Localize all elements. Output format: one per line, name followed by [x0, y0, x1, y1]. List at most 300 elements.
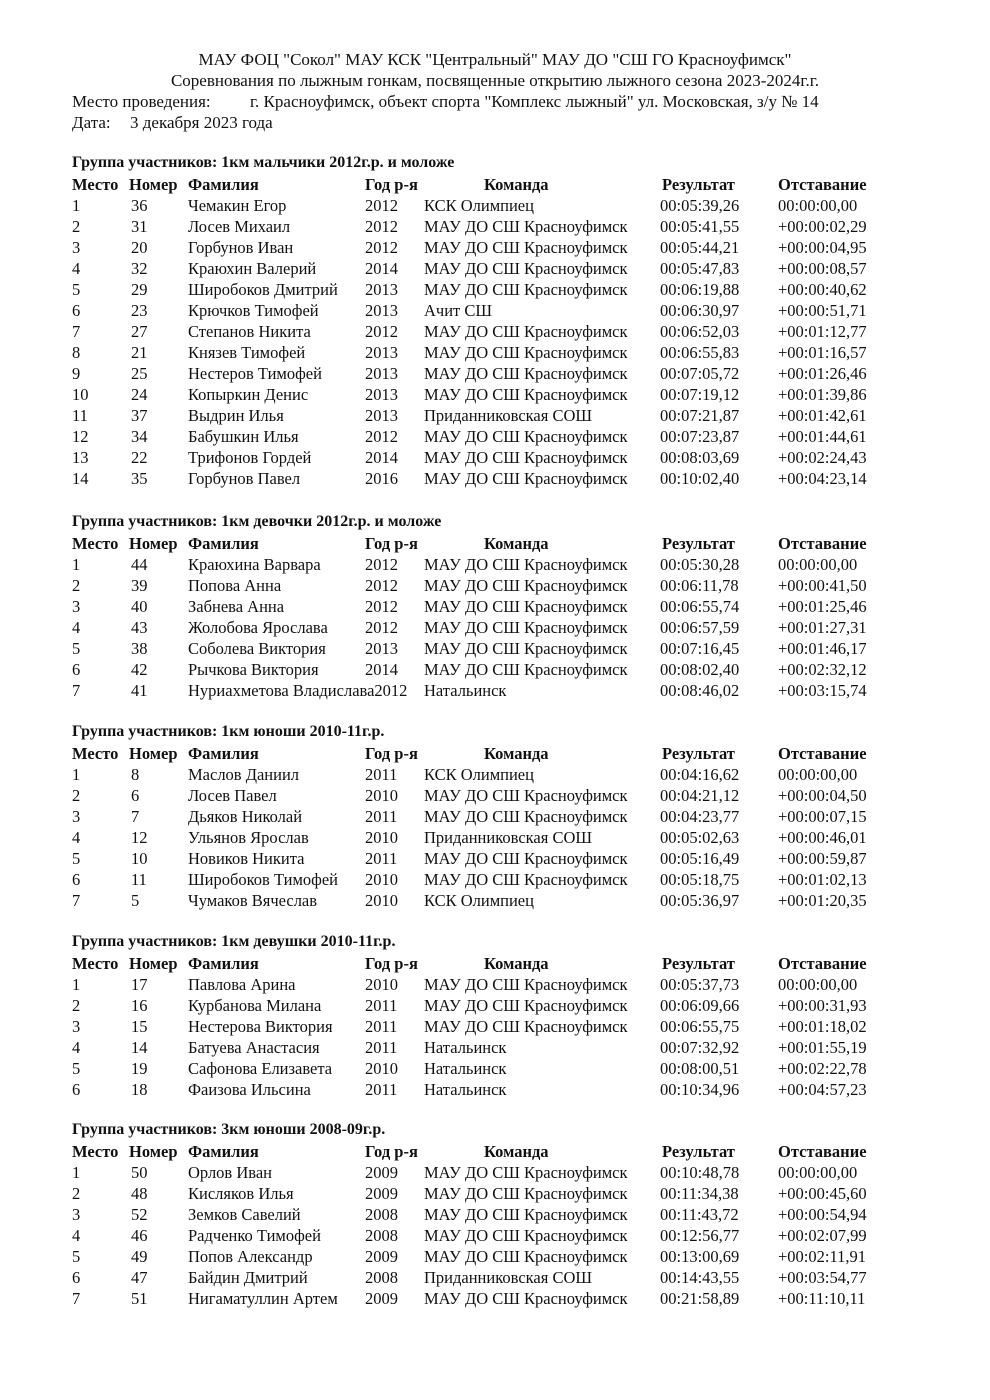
column-header-team: Команда: [484, 744, 549, 763]
place-cell: 5: [72, 639, 81, 658]
year-cell: 2012: [365, 555, 398, 574]
result-cell: 00:05:41,55: [660, 217, 740, 236]
year-cell: 2014: [365, 660, 398, 679]
gap-cell: +00:11:10,11: [778, 1289, 866, 1308]
gap-cell: +00:02:22,78: [778, 1059, 867, 1078]
table-row: [72, 827, 972, 848]
gap-cell: +00:00:40,62: [778, 280, 867, 299]
number-cell: 29: [131, 280, 148, 299]
name-cell: Фаизова Ильсина: [188, 1080, 311, 1099]
team-cell: МАУ ДО СШ Красноуфимск: [424, 849, 628, 868]
number-cell: 40: [131, 597, 148, 616]
column-header-year: Год р-я: [365, 744, 418, 763]
result-cell: 00:05:30,28: [660, 555, 740, 574]
team-cell: МАУ ДО СШ Красноуфимск: [424, 807, 628, 826]
table-row: [72, 974, 972, 995]
year-cell: 2008: [365, 1268, 398, 1287]
result-cell: 00:10:02,40: [660, 469, 740, 488]
place-cell: 1: [72, 1163, 81, 1182]
gap-cell: +00:00:41,50: [778, 576, 867, 595]
name-cell: Нестеров Тимофей: [188, 364, 322, 383]
result-cell: 00:11:34,38: [660, 1184, 739, 1203]
number-cell: 46: [131, 1226, 148, 1245]
team-cell: МАУ ДО СШ Красноуфимск: [424, 217, 628, 236]
table-row: [72, 995, 972, 1016]
year-cell: 2012: [365, 196, 398, 215]
place-cell: 5: [72, 280, 81, 299]
result-cell: 00:08:02,40: [660, 660, 740, 679]
number-cell: 38: [131, 639, 148, 658]
team-cell: МАУ ДО СШ Красноуфимск: [424, 1184, 628, 1203]
year-cell: 2013: [365, 406, 398, 425]
column-header-name: Фамилия: [188, 954, 259, 973]
table-row: [72, 447, 972, 468]
table-row: [72, 764, 972, 785]
place-cell: 6: [72, 1080, 81, 1099]
table-row: [72, 1204, 972, 1225]
name-cell: Нестерова Виктория: [188, 1017, 333, 1036]
team-cell: МАУ ДО СШ Красноуфимск: [424, 975, 628, 994]
table-row: [72, 195, 972, 216]
team-cell: МАУ ДО СШ Красноуфимск: [424, 786, 628, 805]
table-row: [72, 1016, 972, 1037]
team-cell: МАУ ДО СШ Красноуфимск: [424, 597, 628, 616]
name-cell: Жолобова Ярослава: [188, 618, 328, 637]
gap-cell: 00:00:00,00: [778, 555, 858, 574]
number-cell: 10: [131, 849, 148, 868]
team-cell: МАУ ДО СШ Красноуфимск: [424, 322, 628, 341]
column-header-number: Номер: [129, 175, 178, 194]
place-cell: 7: [72, 681, 81, 700]
team-cell: МАУ ДО СШ Красноуфимск: [424, 1247, 628, 1266]
result-cell: 00:08:03,69: [660, 448, 740, 467]
name-cell: Маслов Даниил: [188, 765, 300, 784]
name-cell: Попова Анна: [188, 576, 282, 595]
result-cell: 00:06:19,88: [660, 280, 740, 299]
place-cell: 1: [72, 196, 81, 215]
gap-cell: +00:01:44,61: [778, 427, 867, 446]
group-title: Группа участников: 1км мальчики 2012г.р. и моложе: [72, 154, 455, 171]
column-header-name: Фамилия: [188, 175, 259, 194]
team-cell: Ачит СШ: [424, 301, 493, 320]
column-header-gap: Отставание: [778, 1142, 867, 1161]
year-cell: 2009: [365, 1247, 398, 1266]
table-row: [72, 869, 972, 890]
number-cell: 6: [131, 786, 140, 805]
number-cell: 37: [131, 406, 148, 425]
gap-cell: +00:03:15,74: [778, 681, 867, 700]
place-cell: 6: [72, 1268, 81, 1287]
place-cell: 12: [72, 427, 89, 446]
column-header-team: Команда: [484, 954, 549, 973]
team-cell: Приданниковская СОШ: [424, 828, 593, 847]
column-header-place: Место: [72, 175, 119, 194]
column-header-year: Год р-я: [365, 954, 418, 973]
year-cell: 2011: [365, 1038, 398, 1057]
result-cell: 00:06:55,75: [660, 1017, 740, 1036]
team-cell: МАУ ДО СШ Красноуфимск: [424, 343, 628, 362]
name-cell: Батуева Анастасия: [188, 1038, 320, 1057]
number-cell: 36: [131, 196, 148, 215]
table-row: [72, 596, 972, 617]
gap-cell: +00:00:51,71: [778, 301, 867, 320]
place-cell: 5: [72, 849, 81, 868]
place-cell: 7: [72, 891, 81, 910]
gap-cell: +00:00:08,57: [778, 259, 867, 278]
year-cell: 2012: [365, 597, 398, 616]
table-row: [72, 617, 972, 638]
place-cell: 6: [72, 660, 81, 679]
result-cell: 00:06:55,83: [660, 343, 740, 362]
name-cell: Горбунов Иван: [188, 238, 294, 257]
name-cell: Нуриахметова Владислава2012: [188, 681, 408, 700]
team-cell: КСК Олимпиец: [424, 765, 534, 784]
table-row: [72, 848, 972, 869]
gap-cell: +00:01:55,19: [778, 1038, 867, 1057]
result-cell: 00:04:21,12: [660, 786, 740, 805]
number-cell: 49: [131, 1247, 148, 1266]
result-cell: 00:10:34,96: [660, 1080, 740, 1099]
table-row: [72, 1183, 972, 1204]
table-header-row: [72, 1141, 972, 1162]
table-row: [72, 468, 972, 489]
name-cell: Чумаков Вячеслав: [188, 891, 318, 910]
number-cell: 44: [131, 555, 148, 574]
gap-cell: +00:01:42,61: [778, 406, 867, 425]
place-cell: 4: [72, 259, 81, 278]
year-cell: 2011: [365, 1017, 398, 1036]
place-cell: 1: [72, 975, 81, 994]
result-cell: 00:05:44,21: [660, 238, 740, 257]
name-cell: Лосев Михаил: [188, 217, 291, 236]
year-cell: 2011: [365, 996, 398, 1015]
number-cell: 52: [131, 1205, 148, 1224]
number-cell: 23: [131, 301, 148, 320]
number-cell: 11: [131, 870, 147, 889]
table-row: [72, 575, 972, 596]
number-cell: 19: [131, 1059, 148, 1078]
table-row: [72, 1162, 972, 1183]
gap-cell: +00:01:25,46: [778, 597, 867, 616]
gap-cell: +00:04:23,14: [778, 469, 867, 488]
place-cell: 9: [72, 364, 81, 383]
team-cell: МАУ ДО СШ Красноуфимск: [424, 364, 628, 383]
number-cell: 35: [131, 469, 148, 488]
number-cell: 43: [131, 618, 148, 637]
year-cell: 2014: [365, 259, 398, 278]
number-cell: 32: [131, 259, 148, 278]
name-cell: Рычкова Виктория: [188, 660, 319, 679]
number-cell: 31: [131, 217, 148, 236]
name-cell: Байдин Дмитрий: [188, 1268, 308, 1287]
number-cell: 27: [131, 322, 148, 341]
year-cell: 2016: [365, 469, 398, 488]
team-cell: МАУ ДО СШ Красноуфимск: [424, 1017, 628, 1036]
year-cell: 2009: [365, 1184, 398, 1203]
number-cell: 8: [131, 765, 140, 784]
year-cell: 2014: [365, 448, 398, 467]
gap-cell: +00:00:04,95: [778, 238, 867, 257]
year-cell: 2010: [365, 975, 398, 994]
table-row: [72, 1246, 972, 1267]
place-cell: 5: [72, 1059, 81, 1078]
place-cell: 3: [72, 238, 81, 257]
place-cell: 6: [72, 870, 81, 889]
name-cell: Нигаматуллин Артем: [188, 1289, 338, 1308]
place-cell: 2: [72, 1184, 81, 1203]
result-cell: 00:05:37,73: [660, 975, 740, 994]
table-header-row: [72, 174, 972, 195]
result-cell: 00:06:30,97: [660, 301, 740, 320]
gap-cell: +00:01:16,57: [778, 343, 867, 362]
table-header-row: [72, 743, 972, 764]
result-cell: 00:14:43,55: [660, 1268, 740, 1287]
column-header-team: Команда: [484, 534, 549, 553]
venue-value: г. Красноуфимск, объект спорта "Комплекс лыжный" ул. Московская, з/у № 14: [250, 92, 819, 111]
name-cell: Сафонова Елизавета: [188, 1059, 333, 1078]
name-cell: Соболева Виктория: [188, 639, 326, 658]
result-cell: 00:06:55,74: [660, 597, 740, 616]
gap-cell: +00:01:18,02: [778, 1017, 867, 1036]
number-cell: 51: [131, 1289, 148, 1308]
gap-cell: +00:02:11,91: [778, 1247, 866, 1266]
gap-cell: +00:00:59,87: [778, 849, 867, 868]
table-row: [72, 405, 972, 426]
venue-label: Место проведения:: [72, 92, 211, 111]
place-cell: 4: [72, 1226, 81, 1245]
gap-cell: +00:01:46,17: [778, 639, 867, 658]
year-cell: 2011: [365, 849, 398, 868]
result-cell: 00:13:00,69: [660, 1247, 740, 1266]
column-header-number: Номер: [129, 1142, 178, 1161]
table-row: [72, 680, 972, 701]
date-label: Дата:: [72, 113, 111, 132]
venue-line: [72, 91, 972, 112]
place-cell: 2: [72, 996, 81, 1015]
name-cell: Земков Савелий: [188, 1205, 301, 1224]
name-cell: Князев Тимофей: [188, 343, 306, 362]
name-cell: Горбунов Павел: [188, 469, 301, 488]
team-cell: КСК Олимпиец: [424, 891, 534, 910]
organizers-line: МАУ ФОЦ "Сокол" МАУ КСК "Центральный" МАУ ДО "СШ ГО Красноуфимск": [198, 50, 792, 69]
gap-cell: +00:03:54,77: [778, 1268, 867, 1287]
year-cell: 2011: [365, 807, 398, 826]
column-header-year: Год р-я: [365, 175, 418, 194]
year-cell: 2013: [365, 639, 398, 658]
column-header-gap: Отставание: [778, 744, 867, 763]
gap-cell: +00:00:31,93: [778, 996, 867, 1015]
table-row: [72, 279, 972, 300]
team-cell: Натальинск: [424, 681, 507, 700]
table-row: [72, 300, 972, 321]
place-cell: 3: [72, 1205, 81, 1224]
column-header-number: Номер: [129, 744, 178, 763]
team-cell: МАУ ДО СШ Красноуфимск: [424, 1289, 628, 1308]
result-cell: 00:04:23,77: [660, 807, 740, 826]
result-cell: 00:07:05,72: [660, 364, 740, 383]
date-line: [72, 112, 972, 133]
table-row: [72, 342, 972, 363]
column-header-gap: Отставание: [778, 954, 867, 973]
team-cell: МАУ ДО СШ Красноуфимск: [424, 427, 628, 446]
name-cell: Чемакин Егор: [188, 196, 287, 215]
column-header-year: Год р-я: [365, 534, 418, 553]
place-cell: 11: [72, 406, 88, 425]
year-cell: 2010: [365, 891, 398, 910]
column-header-result: Результат: [662, 175, 735, 194]
name-cell: Краюхина Варвара: [188, 555, 321, 574]
column-header-year: Год р-я: [365, 1142, 418, 1161]
place-cell: 2: [72, 576, 81, 595]
group-title: Группа участников: 1км девочки 2012г.р. и моложе: [72, 513, 442, 530]
team-cell: МАУ ДО СШ Красноуфимск: [424, 280, 628, 299]
team-cell: МАУ ДО СШ Красноуфимск: [424, 385, 628, 404]
column-header-name: Фамилия: [188, 1142, 259, 1161]
group-title: Группа участников: 1км девушки 2010-11г.р.: [72, 933, 396, 950]
gap-cell: +00:00:02,29: [778, 217, 867, 236]
column-header-number: Номер: [129, 954, 178, 973]
number-cell: 48: [131, 1184, 148, 1203]
gap-cell: 00:00:00,00: [778, 975, 858, 994]
year-cell: 2010: [365, 1059, 398, 1078]
result-cell: 00:07:32,92: [660, 1038, 740, 1057]
number-cell: 14: [131, 1038, 148, 1057]
table-row: [72, 363, 972, 384]
team-cell: Натальинск: [424, 1059, 507, 1078]
result-cell: 00:06:57,59: [660, 618, 740, 637]
team-cell: МАУ ДО СШ Красноуфимск: [424, 1226, 628, 1245]
team-cell: МАУ ДО СШ Красноуфимск: [424, 238, 628, 257]
year-cell: 2012: [365, 217, 398, 236]
place-cell: 5: [72, 1247, 81, 1266]
table-row: [72, 785, 972, 806]
year-cell: 2013: [365, 280, 398, 299]
number-cell: 7: [131, 807, 140, 826]
table-row: [72, 890, 972, 911]
name-cell: Новиков Никита: [188, 849, 305, 868]
name-cell: Степанов Никита: [188, 322, 311, 341]
team-cell: Натальинск: [424, 1080, 507, 1099]
place-cell: 13: [72, 448, 89, 467]
gap-cell: +00:00:54,94: [778, 1205, 867, 1224]
number-cell: 34: [131, 427, 148, 446]
gap-cell: +00:02:07,99: [778, 1226, 867, 1245]
column-header-place: Место: [72, 534, 119, 553]
team-cell: МАУ ДО СШ Красноуфимск: [424, 996, 628, 1015]
number-cell: 50: [131, 1163, 148, 1182]
year-cell: 2011: [365, 1080, 398, 1099]
column-header-team: Команда: [484, 175, 549, 194]
result-cell: 00:07:21,87: [660, 406, 740, 425]
column-header-result: Результат: [662, 1142, 735, 1161]
number-cell: 39: [131, 576, 148, 595]
table-row: [72, 258, 972, 279]
year-cell: 2013: [365, 343, 398, 362]
year-cell: 2010: [365, 870, 398, 889]
year-cell: 2013: [365, 385, 398, 404]
team-cell: МАУ ДО СШ Красноуфимск: [424, 1163, 628, 1182]
gap-cell: +00:01:02,13: [778, 870, 867, 889]
column-header-place: Место: [72, 744, 119, 763]
name-cell: Орлов Иван: [188, 1163, 272, 1182]
name-cell: Павлова Арина: [188, 975, 296, 994]
team-cell: МАУ ДО СШ Красноуфимск: [424, 555, 628, 574]
place-cell: 2: [72, 217, 81, 236]
year-cell: 2012: [365, 322, 398, 341]
gap-cell: +00:01:39,86: [778, 385, 867, 404]
result-cell: 00:05:18,75: [660, 870, 740, 889]
team-cell: МАУ ДО СШ Красноуфимск: [424, 1205, 628, 1224]
column-header-name: Фамилия: [188, 744, 259, 763]
result-cell: 00:07:16,45: [660, 639, 740, 658]
table-row: [72, 1288, 972, 1309]
gap-cell: +00:00:07,15: [778, 807, 867, 826]
team-cell: МАУ ДО СШ Красноуфимск: [424, 259, 628, 278]
number-cell: 25: [131, 364, 148, 383]
number-cell: 15: [131, 1017, 148, 1036]
column-header-team: Команда: [484, 1142, 549, 1161]
number-cell: 5: [131, 891, 140, 910]
name-cell: Широбоков Дмитрий: [188, 280, 338, 299]
gap-cell: +00:02:32,12: [778, 660, 867, 679]
result-cell: 00:08:46,02: [660, 681, 740, 700]
column-header-place: Место: [72, 954, 119, 973]
gap-cell: +00:02:24,43: [778, 448, 867, 467]
team-cell: Приданниковская СОШ: [424, 406, 593, 425]
team-cell: МАУ ДО СШ Красноуфимск: [424, 660, 628, 679]
name-cell: Копыркин Денис: [188, 385, 309, 404]
gap-cell: +00:01:26,46: [778, 364, 867, 383]
column-header-name: Фамилия: [188, 534, 259, 553]
place-cell: 14: [72, 469, 89, 488]
result-cell: 00:05:02,63: [660, 828, 740, 847]
result-cell: 00:11:43,72: [660, 1205, 739, 1224]
place-cell: 4: [72, 1038, 81, 1057]
group-title: Группа участников: 1км юноши 2010-11г.р.: [72, 723, 385, 740]
place-cell: 8: [72, 343, 81, 362]
column-header-result: Результат: [662, 744, 735, 763]
table-row: [72, 321, 972, 342]
competition-title: Соревнования по лыжным гонкам, посвященные открытию лыжного сезона 2023-2024г.г.: [170, 71, 820, 90]
gap-cell: +00:01:12,77: [778, 322, 867, 341]
result-cell: 00:05:47,83: [660, 259, 740, 278]
place-cell: 3: [72, 1017, 81, 1036]
year-cell: 2012: [365, 427, 398, 446]
table-row: [72, 216, 972, 237]
table-row: [72, 1037, 972, 1058]
column-header-result: Результат: [662, 534, 735, 553]
name-cell: Выдрин Илья: [188, 406, 284, 425]
gap-cell: +00:01:20,35: [778, 891, 867, 910]
column-header-gap: Отставание: [778, 175, 867, 194]
name-cell: Крючков Тимофей: [188, 301, 319, 320]
result-cell: 00:05:39,26: [660, 196, 740, 215]
name-cell: Дьяков Николай: [188, 807, 303, 826]
gap-cell: +00:00:45,60: [778, 1184, 867, 1203]
year-cell: 2013: [365, 301, 398, 320]
column-header-place: Место: [72, 1142, 119, 1161]
place-cell: 2: [72, 786, 81, 805]
place-cell: 4: [72, 618, 81, 637]
name-cell: Кисляков Илья: [188, 1184, 294, 1203]
result-cell: 00:10:48,78: [660, 1163, 740, 1182]
column-header-number: Номер: [129, 534, 178, 553]
name-cell: Ульянов Ярослав: [188, 828, 309, 847]
name-cell: Курбанова Милана: [188, 996, 322, 1015]
table-row: [72, 554, 972, 575]
team-cell: МАУ ДО СШ Красноуфимск: [424, 576, 628, 595]
number-cell: 20: [131, 238, 148, 257]
